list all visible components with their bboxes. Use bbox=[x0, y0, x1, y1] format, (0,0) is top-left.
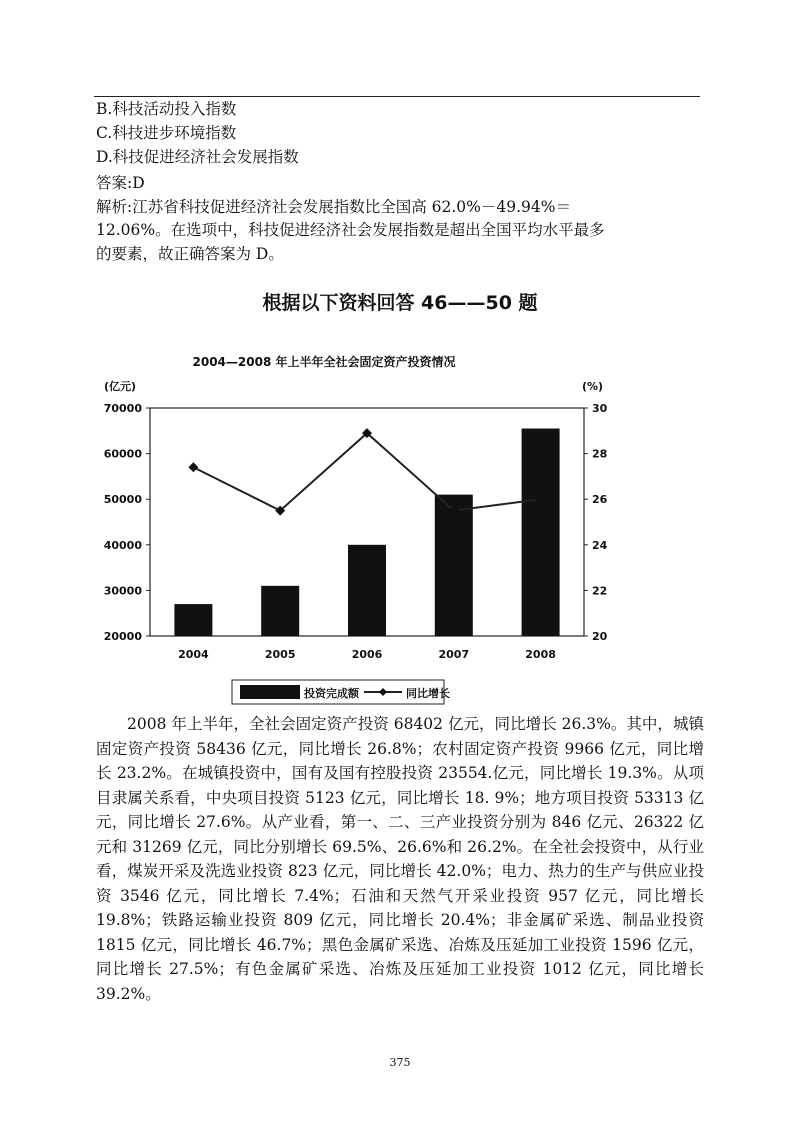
analysis-line-3: 的要素，故正确答案为 D。 bbox=[96, 245, 284, 263]
option-c: C.科技进步环境指数 bbox=[96, 124, 237, 142]
y-left-unit-label: (亿元) bbox=[104, 380, 137, 393]
legend-line-marker bbox=[379, 688, 387, 696]
y-left-tick-label: 20000 bbox=[103, 630, 142, 643]
chart-title: 2004—2008 年上半年全社会固定资产投资情况 bbox=[192, 355, 456, 369]
y-right-tick-label: 22 bbox=[592, 584, 608, 598]
investment-chart bbox=[88, 340, 648, 714]
header-rule bbox=[94, 96, 700, 97]
legend-bar-swatch bbox=[240, 685, 300, 699]
y-left-tick-label: 30000 bbox=[103, 584, 142, 598]
x-tick-label: 2006 bbox=[351, 648, 383, 661]
x-tick-label: 2005 bbox=[264, 648, 296, 661]
chart-legend bbox=[232, 680, 450, 704]
y-left-tick-label: 70000 bbox=[103, 402, 142, 415]
bar-2007 bbox=[435, 495, 473, 636]
y-right-tick-label: 26 bbox=[592, 493, 608, 507]
chart-svg bbox=[88, 340, 648, 710]
bar-2006 bbox=[348, 545, 386, 636]
x-tick-label: 2004 bbox=[178, 648, 209, 661]
legend-line-label: 同比增长 bbox=[406, 687, 450, 700]
x-tick-label: 2007 bbox=[438, 648, 470, 661]
bars-layer bbox=[174, 429, 559, 636]
answer-line: 答案:D bbox=[96, 174, 145, 192]
y-left-tick-label: 60000 bbox=[103, 447, 142, 461]
section-heading: 根据以下资料回答 46——50 题 bbox=[262, 292, 538, 314]
x-tick-label: 2008 bbox=[525, 648, 556, 661]
growth-line-layer bbox=[188, 428, 545, 516]
y-right-tick-label: 24 bbox=[592, 538, 608, 552]
legend-bar-label: 投资完成额 bbox=[304, 687, 359, 700]
bar-2005 bbox=[261, 586, 299, 636]
option-d: D.科技促进经济社会发展指数 bbox=[96, 148, 299, 166]
option-b: B.科技活动投入指数 bbox=[96, 100, 237, 118]
bar-2008 bbox=[522, 429, 560, 636]
y-right-unit-label: (%) bbox=[582, 380, 604, 393]
growth-line bbox=[193, 433, 540, 511]
paragraph-text: 2008 年上半年，全社会固定资产投资 68402 亿元，同比增长 26.3%。其中，城镇固定资产投资 58436 亿元，同比增长 26.8%；农村固定资产投资 9966 亿元，同比增长 23.2%。在城镇投资中，国有及国有控股投资 23554.亿元，同比增长 19.3%。从项目隶属关系看，中央项目投资 5123 亿元，同比增长 18. 9%；地方项目投资 53313 亿元，同比增长 27.6%。从产业看，第一、二、三产业投资分别为 846 亿元、26322 亿元和 31269 亿元，同比分别增长 69.5%、26.6%和 26.2%。在全社会投资中，从行业看，煤炭开采及洗选业投资 823 亿元，同比增长 42.0%；电力、热力的生产与供应业投资 3546 亿元，同比增长 7.4%；石油和天然气开采业投资 957 亿元，同比增长 19.8%；铁路运输业投资 809 亿元，同比增长 20.4%；非金属矿采选、制品业投资 1815 亿元，同比增长 46.7%；黑色金属矿采选、冶炼及压延加工业投资 1596 亿元，同比增长 27.5%；有色金属矿采选、冶炼及压延加工业投资 1012 亿元，同比增长 39.2%。 bbox=[96, 715, 704, 1003]
y-left-tick-label: 50000 bbox=[103, 493, 142, 507]
growth-point-2004 bbox=[188, 462, 198, 472]
analysis-line-2: 12.06%。在选项中，科技促进经济社会发展指数是超出全国平均水平最多 bbox=[96, 221, 605, 239]
analysis-line-1: 解析:江苏省科技促进经济社会发展指数比全国高 62.0%－49.94%＝ bbox=[96, 198, 571, 216]
body-paragraph bbox=[96, 712, 704, 1006]
bar-2004 bbox=[174, 604, 212, 636]
y-right-tick-label: 20 bbox=[592, 630, 608, 643]
y-right-tick-label: 28 bbox=[592, 447, 608, 461]
y-right-tick-label: 30 bbox=[592, 402, 608, 415]
page-number: 375 bbox=[389, 1056, 411, 1069]
y-left-tick-label: 40000 bbox=[103, 538, 142, 552]
